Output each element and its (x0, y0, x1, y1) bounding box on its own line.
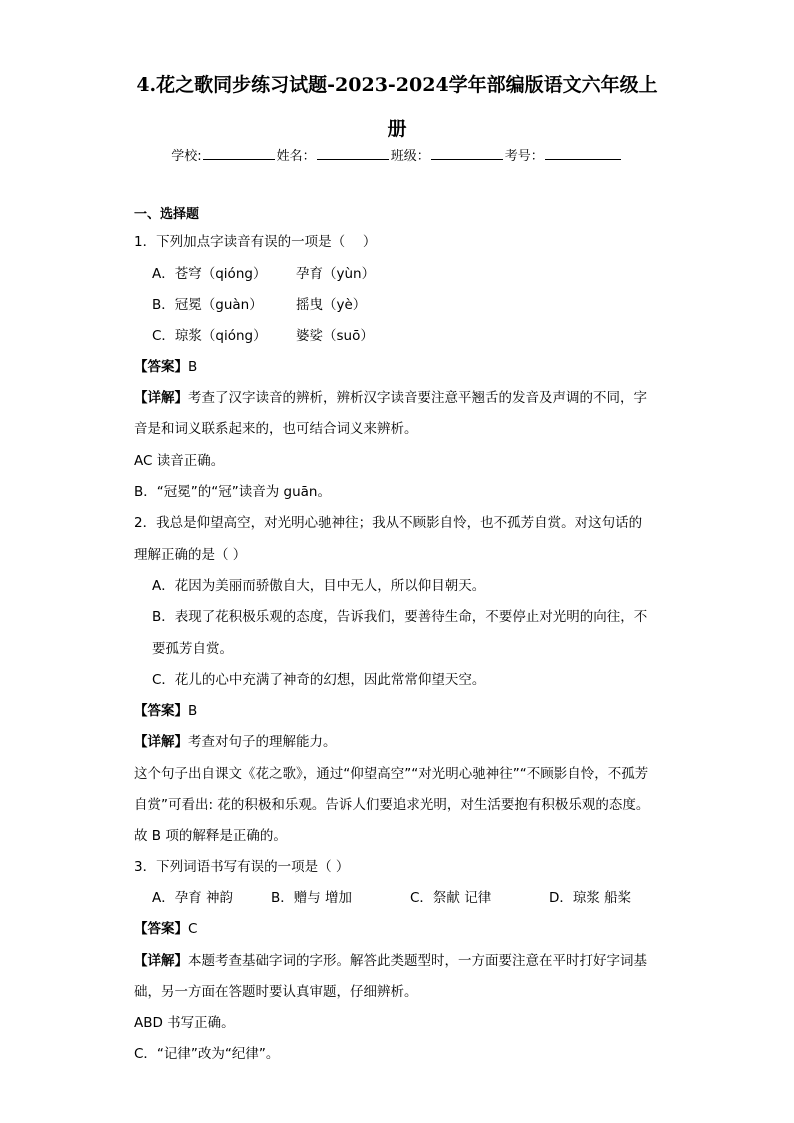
school-blank (203, 147, 275, 160)
q2-option-b-line2: 要孤芳自赏。 (152, 641, 233, 657)
q1-detail-line3: AC 读音正确。 (134, 453, 225, 469)
school-label: 学校: (171, 149, 202, 164)
q3-detail-line3: ABD 书写正确。 (134, 1015, 235, 1031)
q3-detail-line4: C．“记律”改为“纪律”。 (134, 1046, 280, 1062)
section-heading: 一、选择题 (134, 207, 200, 222)
q1-option-c-word2: 婆娑（suō） (296, 328, 374, 344)
q1-option-a: A．苍穹（qióng） (152, 266, 267, 282)
number-blank (545, 147, 621, 160)
q2-stem-line2: 理解正确的是（ ） (134, 547, 247, 563)
name-label: 姓名： (276, 149, 316, 164)
q3-option-d: D．琼浆 船桨 (549, 890, 632, 906)
q3-option-c: C．祭献 记律 (410, 890, 492, 906)
q2-option-c: C．花儿的心中充满了神奇的幻想，因此常常仰望天空。 (152, 672, 486, 688)
name-blank (317, 147, 389, 160)
q3-stem: 3．下列词语书写有误的一项是（ ） (134, 859, 350, 875)
q3-answer: 【答案】C (134, 921, 198, 937)
page-title-continued: 册 (387, 118, 407, 140)
q3-detail-line2: 础，另一方面在答题时要认真审题，仔细辨析。 (134, 984, 418, 1000)
q1-option-b: B．冠冕（guàn） (152, 297, 263, 313)
q2-detail: 【详解】考查对句子的理解能力。 (134, 734, 337, 750)
student-info-line (0, 145, 794, 164)
q1-detail-line4: B．“冠冕”的“冠”读音为 guān。 (134, 484, 331, 500)
q1-option-b-word2: 摇曳（yè） (296, 297, 367, 313)
q1-option-c: C．琼浆（qióng） (152, 328, 267, 344)
q3-option-b: B．赠与 增加 (271, 890, 353, 906)
q3-option-a: A．孕育 神韵 (152, 890, 234, 906)
q1-stem: 1．下列加点字读音有误的一项是（ ） (134, 234, 377, 250)
q2-detail-line3: 自赏”可看出: 花的积极和乐观。告诉人们要追求光明，对生活要抱有积极乐观的态度。 (134, 797, 650, 813)
q2-option-a: A．花因为美丽而骄傲自大，目中无人，所以仰目朝天。 (152, 578, 486, 594)
q2-option-b: B．表现了花积极乐观的态度，告诉我们，要善待生命，不要停止对光明的向往，不 (152, 609, 648, 625)
q1-detail-line2: 音是和词义联系起来的，也可结合词义来辨析。 (134, 421, 418, 437)
q2-answer: 【答案】B (134, 703, 198, 719)
number-label: 考号： (504, 149, 544, 164)
class-blank (431, 147, 503, 160)
class-label: 班级： (390, 149, 430, 164)
q3-detail: 【详解】本题考查基础字词的字形。解答此类题型时，一方面要注意在平时打好字词基 (134, 953, 647, 969)
q2-stem: 2．我总是仰望高空，对光明心驰神往；我从不顾影自怜，也不孤芳自赏。对这句话的 (134, 515, 643, 531)
q1-option-a-word2: 孕育（yùn） (296, 266, 376, 282)
q1-answer: 【答案】B (134, 359, 198, 375)
q2-detail-line2: 这个句子出自课文《花之歌》，通过“仰望高空”“对光明心驰神往”“不顾影自怜，不孤芳 (134, 766, 649, 782)
page-title: 4.花之歌同步练习试题-2023-2024学年部编版语文六年级上 (136, 74, 658, 96)
q2-detail-line4: 故 B 项的解释是正确的。 (134, 828, 287, 844)
q1-detail: 【详解】考查了汉字读音的辨析，辨析汉字读音要注意平翘舌的发音及声调的不同，字 (134, 390, 647, 406)
